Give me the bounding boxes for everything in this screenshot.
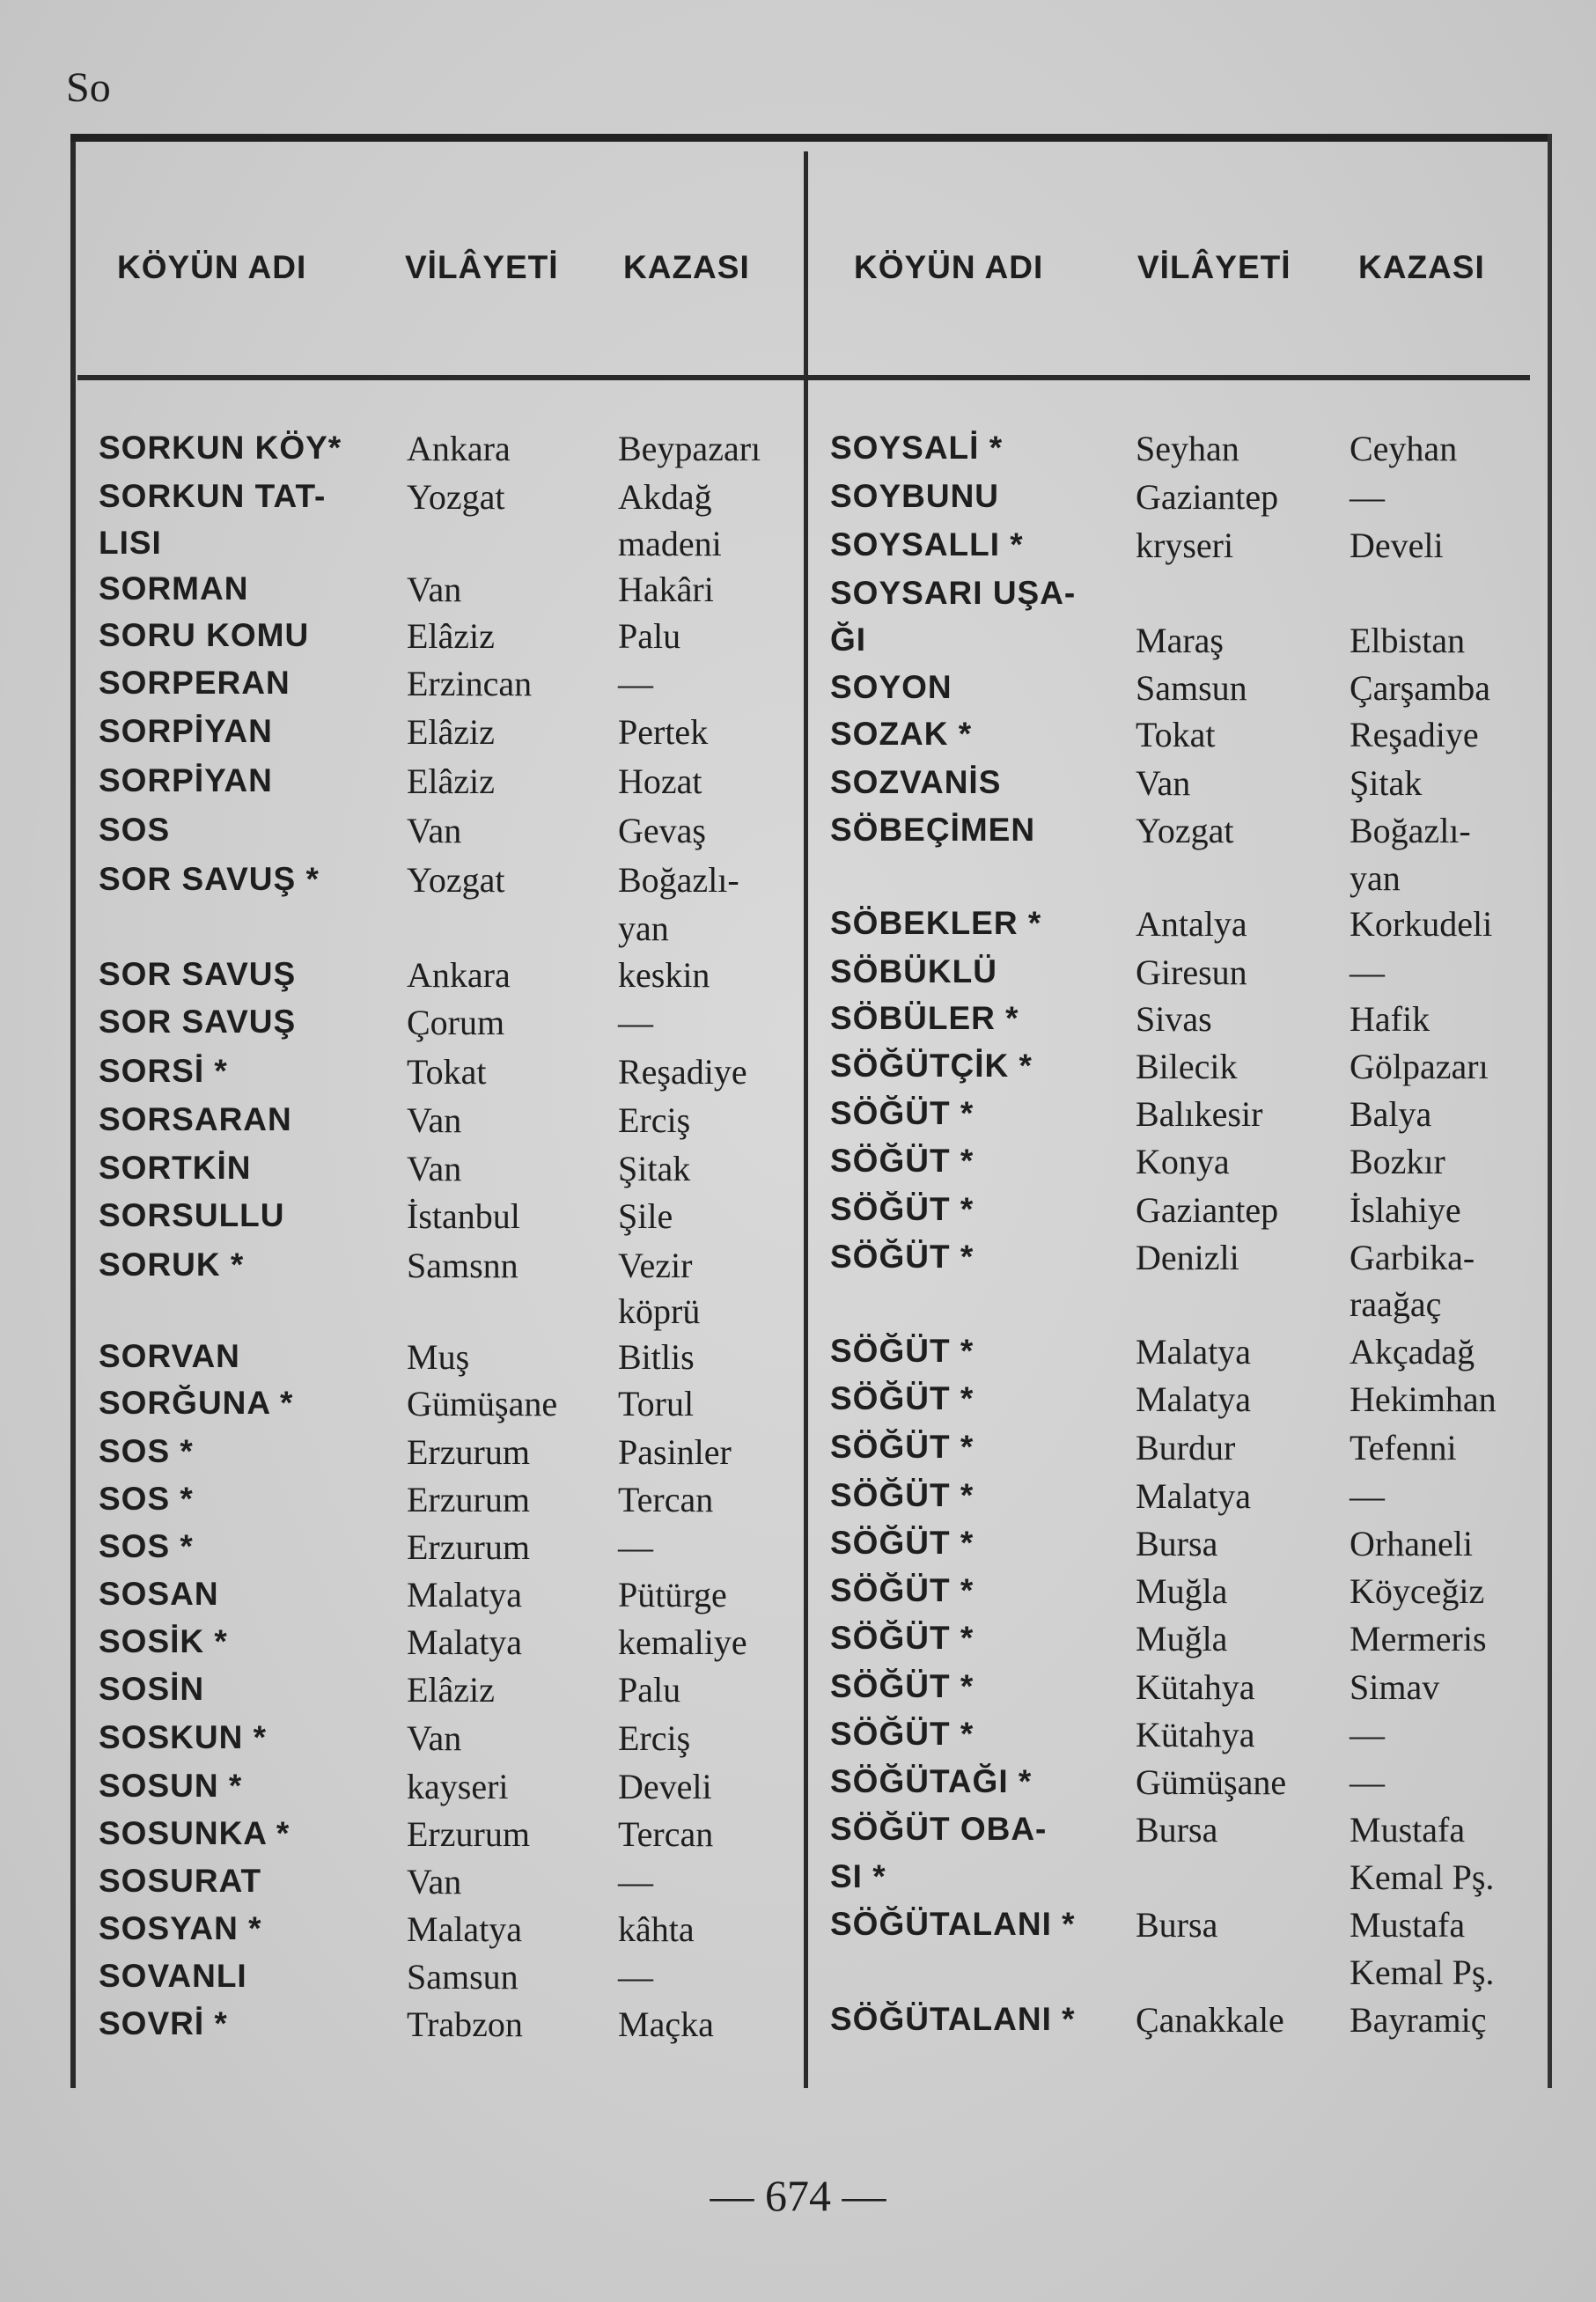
left-row-vilayet: Erzurum — [407, 1432, 530, 1472]
left-row-kaza: Bitlis — [618, 1337, 695, 1377]
left-row-vilayet: Van — [407, 570, 462, 609]
left-row-name: SOSYAN * — [99, 1910, 262, 1946]
left-row-kaza: — — [618, 1003, 653, 1042]
left-row-vilayet: Samsun — [407, 1957, 519, 1997]
right-row-kaza: — — [1350, 1476, 1385, 1516]
right-row-kaza: yan — [1350, 858, 1401, 898]
left-row-vilayet: Van — [407, 1149, 462, 1188]
left-row-kaza: Hozat — [618, 761, 702, 801]
right-row-name: SOZVANİS — [830, 764, 1002, 800]
left-row-vilayet: Çorum — [407, 1003, 505, 1042]
left-row-vilayet: Malatya — [407, 1909, 523, 1949]
left-row-vilayet: Elâziz — [407, 712, 495, 752]
right-row-name: SOYSARI UŞA- — [830, 575, 1077, 611]
left-row-kaza: Şitak — [618, 1149, 691, 1188]
right-row-vilayet: kryseri — [1136, 526, 1234, 565]
right-row-vilayet: Çanakkale — [1136, 2000, 1284, 2040]
left-row-name: SORPİYAN — [99, 713, 273, 749]
left-row-name: SOSURAT — [99, 1863, 262, 1899]
left-row-name: SOR SAVUŞ — [99, 956, 297, 992]
right-row-vilayet: Gümüşane — [1136, 1762, 1287, 1802]
left-row-name: SOVANLI — [99, 1958, 247, 1994]
right-row-vilayet: Kütahya — [1136, 1667, 1255, 1707]
left-row-name: SOSUN * — [99, 1768, 243, 1804]
left-row-kaza: Develi — [618, 1767, 712, 1806]
left-row-name: SOSAN — [99, 1576, 219, 1612]
left-row-name: SORSARAN — [99, 1101, 292, 1137]
right-row-kaza: Mustafa — [1350, 1810, 1466, 1850]
right-row-kaza: — — [1350, 952, 1385, 992]
left-row-name: SOSİN — [99, 1671, 205, 1707]
right-row-name: SÖĞÜTALANI * — [830, 1906, 1076, 1942]
left-row-kaza: Reşadiye — [618, 1052, 747, 1092]
right-row-name: SÖĞÜT * — [830, 1716, 975, 1752]
right-row-vilayet: Gaziantep — [1136, 1190, 1279, 1230]
left-row-name: SORU KOMU — [99, 617, 310, 653]
left-row-name: SORKUN TAT- — [99, 478, 327, 514]
table-top-rule — [70, 134, 1548, 142]
left-row-kaza: Erciş — [618, 1718, 691, 1758]
left-row-kaza: keskin — [618, 955, 710, 995]
right-row-kaza: Bayramiç — [1350, 2000, 1487, 2040]
left-row-kaza: kâhta — [618, 1909, 695, 1949]
left-row-vilayet: Elâziz — [407, 1670, 495, 1710]
right-row-kaza: İslahiye — [1350, 1190, 1461, 1230]
left-row-name: SORPİYAN — [99, 762, 273, 798]
left-row-vilayet: kayseri — [407, 1767, 509, 1806]
left-row-vilayet: Muş — [407, 1337, 470, 1377]
left-row-vilayet: Van — [407, 1100, 462, 1140]
right-row-vilayet: Antalya — [1136, 904, 1247, 944]
header-right-koyun-adi: KÖYÜN ADI — [854, 249, 1044, 285]
right-row-kaza: Mermeris — [1350, 1619, 1487, 1658]
right-row-kaza: Kemal Pş. — [1350, 1857, 1495, 1897]
header-right-vilayeti: VİLÂYETİ — [1137, 249, 1291, 285]
left-row-vilayet: Yozgat — [407, 477, 505, 517]
right-row-kaza: raağaç — [1350, 1284, 1442, 1324]
right-row-name: SÖĞÜT * — [830, 1668, 975, 1704]
right-row-vilayet: Bursa — [1136, 1524, 1218, 1563]
left-row-vilayet: Van — [407, 1862, 462, 1901]
right-row-name: SÖĞÜT * — [830, 1525, 975, 1561]
right-row-name: SÖBÜKLÜ — [830, 953, 997, 989]
right-row-vilayet: Gaziantep — [1136, 477, 1279, 517]
left-row-kaza: Pasinler — [618, 1432, 732, 1472]
left-row-vilayet: Yozgat — [407, 860, 505, 900]
left-row-vilayet: İstanbul — [407, 1196, 520, 1236]
left-row-vilayet: Malatya — [407, 1622, 523, 1662]
right-row-kaza: Elbistan — [1350, 621, 1466, 660]
right-row-vilayet: Yozgat — [1136, 811, 1234, 850]
left-row-kaza: — — [618, 1862, 653, 1901]
header-left-vilayeti: VİLÂYETİ — [405, 249, 559, 285]
left-row-kaza: Palu — [618, 616, 681, 656]
right-row-name: SÖBÜLER * — [830, 1000, 1019, 1036]
left-row-kaza: Boğazlı- — [618, 860, 739, 900]
right-row-kaza: Balya — [1350, 1094, 1432, 1134]
right-row-name: SÖBEKLER * — [830, 905, 1042, 941]
left-row-kaza: Akdağ — [618, 477, 712, 517]
left-row-name: SORTKİN — [99, 1150, 252, 1186]
left-row-vilayet: Tokat — [407, 1052, 487, 1092]
left-row-kaza: Hakâri — [618, 570, 714, 609]
left-row-name: SOS * — [99, 1481, 194, 1517]
left-row-kaza: Beypazarı — [618, 429, 761, 468]
left-row-vilayet: Elâziz — [407, 761, 495, 801]
left-row-name: SOSİK * — [99, 1623, 228, 1659]
right-row-vilayet: Malatya — [1136, 1379, 1252, 1419]
right-row-name: SOYSALİ * — [830, 430, 1004, 466]
right-row-vilayet: Bursa — [1136, 1905, 1218, 1945]
left-row-name: LISI — [99, 525, 162, 561]
right-row-name: SÖĞÜT * — [830, 1333, 975, 1369]
right-row-name: SÖĞÜTALANI * — [830, 2001, 1076, 2037]
right-row-kaza: — — [1350, 1715, 1385, 1754]
header-left-koyun-adi: KÖYÜN ADI — [117, 249, 307, 285]
table-frame — [70, 134, 1552, 2088]
left-row-kaza: — — [618, 664, 653, 703]
right-row-name: SÖĞÜT * — [830, 1191, 975, 1227]
left-row-kaza: Tercan — [618, 1480, 714, 1519]
right-row-kaza: Akçadağ — [1350, 1332, 1475, 1372]
left-row-vilayet: Ankara — [407, 955, 511, 995]
left-row-vilayet: Ankara — [407, 429, 511, 468]
left-row-name: SORĞUNA * — [99, 1385, 294, 1421]
right-row-vilayet: Muğla — [1136, 1619, 1228, 1658]
right-row-kaza: Simav — [1350, 1667, 1440, 1707]
left-row-kaza: Pütürge — [618, 1575, 727, 1614]
left-row-kaza: Şile — [618, 1196, 673, 1236]
right-row-name: SÖĞÜT * — [830, 1143, 975, 1179]
right-row-kaza: Garbika- — [1350, 1238, 1475, 1277]
right-row-vilayet: Van — [1136, 763, 1191, 803]
right-row-kaza: Tefenni — [1350, 1428, 1457, 1467]
page-number: — 674 — — [710, 2171, 886, 2220]
right-row-kaza: Hafik — [1350, 999, 1431, 1039]
right-row-vilayet: Samsun — [1136, 668, 1247, 708]
right-row-name: SÖĞÜTAĞI * — [830, 1763, 1033, 1799]
header-right-kazasi: KAZASI — [1358, 249, 1485, 285]
right-row-kaza: Kemal Pş. — [1350, 1953, 1495, 1992]
left-row-name: SORKUN KÖY* — [99, 430, 342, 466]
right-row-name: SOYBUNU — [830, 478, 1000, 514]
left-row-kaza: kemaliye — [618, 1622, 747, 1662]
left-row-vilayet: Malatya — [407, 1575, 523, 1614]
left-row-name: SOR SAVUŞ — [99, 1004, 297, 1040]
left-row-kaza: Torul — [618, 1384, 695, 1423]
header-left-kazasi: KAZASI — [623, 249, 750, 285]
column-divider — [804, 151, 808, 2088]
right-row-name: SÖĞÜT * — [830, 1095, 975, 1131]
right-row-name: SÖĞÜT * — [830, 1620, 975, 1656]
right-row-kaza: — — [1350, 477, 1385, 517]
left-row-name: SOSUNKA * — [99, 1815, 291, 1851]
left-row-name: SOS * — [99, 1433, 194, 1469]
left-row-name: SORUK * — [99, 1247, 245, 1283]
left-row-vilayet: Erzincan — [407, 664, 533, 703]
right-row-name: SÖĞÜT * — [830, 1477, 975, 1513]
right-row-kaza: Bozkır — [1350, 1142, 1445, 1181]
left-row-name: SOSKUN * — [99, 1719, 267, 1755]
right-row-vilayet: Konya — [1136, 1142, 1230, 1181]
left-row-name: SORSULLU — [99, 1197, 285, 1233]
left-row-vilayet: Gümüşane — [407, 1384, 558, 1423]
right-row-name: SÖĞÜT * — [830, 1380, 975, 1416]
right-row-vilayet: Sivas — [1136, 999, 1212, 1039]
left-row-kaza: Vezir — [618, 1246, 693, 1285]
right-row-name: ĞI — [830, 621, 867, 658]
left-row-kaza: Pertek — [618, 712, 709, 752]
right-row-vilayet: Maraş — [1136, 621, 1224, 660]
left-row-vilayet: Elâziz — [407, 616, 495, 656]
left-row-vilayet: Samsnn — [407, 1246, 519, 1285]
left-row-vilayet: Erzurum — [407, 1527, 530, 1567]
right-row-vilayet: Bilecik — [1136, 1047, 1238, 1086]
right-row-name: SOZAK * — [830, 716, 973, 752]
right-row-vilayet: Bursa — [1136, 1810, 1218, 1850]
left-row-name: SOVRİ * — [99, 2005, 228, 2041]
right-row-kaza: Ceyhan — [1350, 429, 1458, 468]
left-row-kaza: Palu — [618, 1670, 681, 1710]
left-row-kaza: Tercan — [618, 1814, 714, 1854]
right-row-name: SÖĞÜT * — [830, 1239, 975, 1275]
right-row-vilayet: Malatya — [1136, 1476, 1252, 1516]
right-row-kaza: Çarşamba — [1350, 668, 1490, 708]
right-row-kaza: Boğazlı- — [1350, 811, 1471, 850]
right-row-vilayet: Giresun — [1136, 952, 1247, 992]
left-row-vilayet: Trabzon — [407, 2004, 523, 2044]
right-row-kaza: Reşadiye — [1350, 715, 1479, 754]
right-row-name: SÖĞÜTÇİK * — [830, 1048, 1033, 1084]
running-head: So — [66, 64, 111, 111]
left-row-kaza: Gevaş — [618, 811, 706, 850]
right-row-kaza: Develi — [1350, 526, 1444, 565]
left-row-vilayet: Van — [407, 811, 462, 850]
right-row-vilayet: Burdur — [1136, 1428, 1236, 1467]
right-row-name: SÖĞÜT OBA- — [830, 1811, 1048, 1847]
left-row-vilayet: Erzurum — [407, 1814, 530, 1854]
left-row-kaza: yan — [618, 908, 669, 948]
left-row-kaza: köprü — [618, 1291, 701, 1331]
left-row-kaza: — — [618, 1527, 653, 1567]
left-row-name: SORMAN — [99, 570, 249, 607]
right-row-name: SOYSALLI * — [830, 526, 1024, 563]
right-row-kaza: Hekimhan — [1350, 1379, 1497, 1419]
right-row-vilayet: Denizli — [1136, 1238, 1239, 1277]
left-row-vilayet: Van — [407, 1718, 462, 1758]
right-row-kaza: Korkudeli — [1350, 904, 1493, 944]
right-row-vilayet: Tokat — [1136, 715, 1216, 754]
right-row-kaza: Mustafa — [1350, 1905, 1466, 1945]
right-row-name: SÖBEÇİMEN — [830, 812, 1036, 848]
right-row-kaza: — — [1350, 1762, 1385, 1802]
left-row-name: SORPERAN — [99, 665, 291, 701]
right-row-name: SOYON — [830, 669, 952, 705]
right-row-kaza: Orhaneli — [1350, 1524, 1473, 1563]
left-row-kaza: — — [618, 1957, 653, 1997]
left-row-kaza: Erciş — [618, 1100, 691, 1140]
right-row-vilayet: Seyhan — [1136, 429, 1239, 468]
left-row-kaza: Maçka — [618, 2004, 714, 2044]
right-row-kaza: Köyceğiz — [1350, 1571, 1485, 1611]
left-row-name: SOS * — [99, 1528, 194, 1564]
left-row-name: SORVAN — [99, 1338, 240, 1374]
right-row-vilayet: Kütahya — [1136, 1715, 1255, 1754]
right-row-kaza: Şitak — [1350, 763, 1423, 803]
right-row-name: SÖĞÜT * — [830, 1572, 975, 1608]
right-row-vilayet: Muğla — [1136, 1571, 1228, 1611]
left-row-vilayet: Erzurum — [407, 1480, 530, 1519]
right-row-vilayet: Balıkesir — [1136, 1094, 1263, 1134]
right-row-vilayet: Malatya — [1136, 1332, 1252, 1372]
left-row-name: SOS — [99, 812, 171, 848]
left-row-name: SOR SAVUŞ * — [99, 861, 320, 897]
right-row-kaza: Gölpazarı — [1350, 1047, 1489, 1086]
right-row-name: SÖĞÜT * — [830, 1429, 975, 1465]
right-row-name: SI * — [830, 1858, 886, 1894]
left-row-kaza: madeni — [618, 524, 722, 563]
left-row-name: SORSİ * — [99, 1053, 228, 1089]
